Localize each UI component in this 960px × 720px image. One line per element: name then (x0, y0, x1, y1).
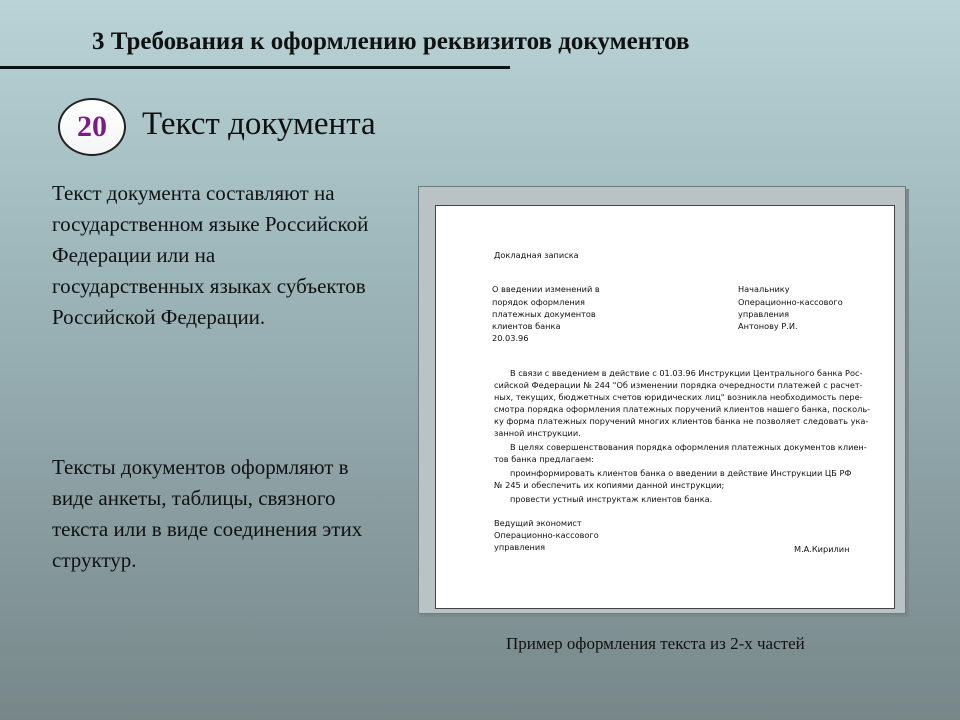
title-underline (0, 66, 510, 69)
signature-name: М.А.Кирилин (794, 544, 850, 554)
signer-line: Ведущий экономист (494, 518, 582, 528)
body-line: № 245 и обеспечить их копиями данной инструкции; (494, 480, 725, 490)
signer-line: Операционно-кассового (494, 530, 599, 540)
example-caption: Пример оформления текста из 2-х частей (506, 634, 805, 653)
addressee-line: Операционно-кассового (738, 297, 843, 307)
addressee-line: Антонову Р.И. (738, 321, 798, 331)
body-line: ных, текущих, бюджетных счетов юридических лиц" возникла необходимость пере- (494, 392, 863, 402)
doc-type: Докладная записка (494, 250, 579, 260)
document-date: 20.03.96 (492, 333, 529, 343)
body-line: ку форма платежных поручений многих клиентов банка не позволяет следовать ука- (494, 416, 869, 426)
body-line: сийской Федерации № 244 "Об изменении порядка очередности платежей с расчет- (494, 380, 863, 390)
subject-line: клиентов банка (492, 321, 561, 331)
body-line: В связи с введением в действие с 01.03.96 Инструкции Центрального банка Рос- (510, 368, 863, 378)
signer-line: управления (494, 542, 546, 552)
body-paragraph-1: Текст документа составляют на государственном языке Российской Федерации или на государственных языках субъектов Российской Федерации. (52, 181, 369, 329)
body-line: В целях совершенствования порядка оформления платежных документов клиен- (510, 442, 867, 452)
subject-line: платежных документов (492, 309, 596, 319)
body-paragraph-2: Тексты документов оформляют в виде анкеты, таблицы, связного текста или в виде соединения этих структур. (52, 455, 363, 572)
body-line: тов банка предлагаем: (494, 454, 594, 464)
example-document-page (435, 205, 895, 609)
body-line: проинформировать клиентов банка о введении в действие Инструкции ЦБ РФ (510, 468, 852, 478)
body-line: смотра порядка оформления платежных поручений клиентов нашего банка, посколь- (494, 404, 871, 414)
addressee-line: управления (738, 309, 790, 319)
slide-title: 3 Требования к оформлению реквизитов документов (92, 28, 690, 55)
addressee-line: Начальнику (738, 284, 790, 294)
subject-line: порядок оформления (492, 297, 585, 307)
body-line: провести устный инструктаж клиентов банка. (510, 494, 713, 504)
section-title: Текст документа (142, 106, 376, 142)
subject-line: О введении изменений в (492, 284, 600, 294)
example-document-frame (418, 186, 906, 614)
section-number-badge: 20 (58, 98, 126, 156)
body-line: занной инструкции. (494, 428, 581, 438)
